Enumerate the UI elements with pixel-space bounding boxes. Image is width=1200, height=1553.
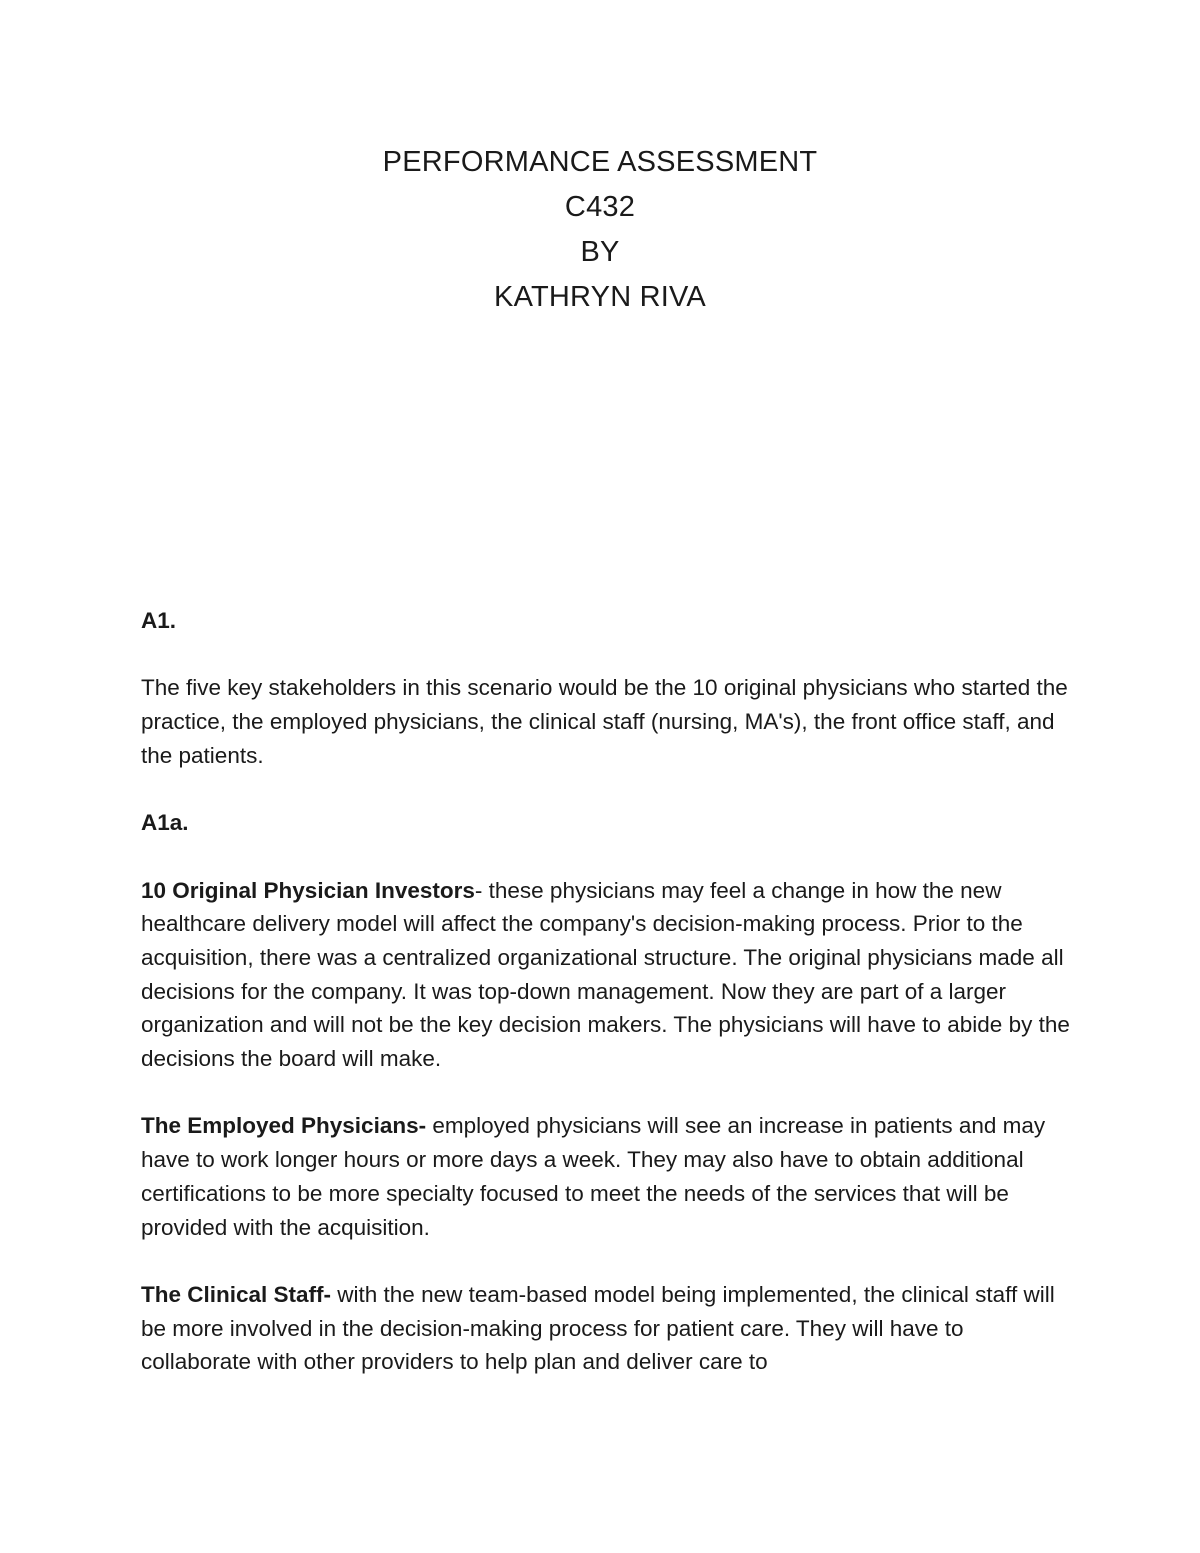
section-heading-a1a: A1a. [141, 810, 189, 836]
title-line-author: KATHRYN RIVA [494, 281, 706, 313]
paragraph-employed-physicians [141, 1109, 1071, 1244]
paragraph-lead-clinical-staff: The Clinical Staff- [141, 1281, 332, 1307]
paragraph-clinical-staff [141, 1278, 1071, 1379]
paragraph-text-clinical-staff: with the new team-based model being implemented, the clinical staff will be more involved in the decision-making process for patient care. They will have to collaborate with other providers to help plan and deliver care to [141, 1281, 1055, 1375]
paragraph-original-physicians [141, 874, 1071, 1076]
section-heading-a1: A1. [141, 608, 177, 633]
document-body [141, 604, 1071, 1413]
title-line-by: BY [580, 236, 620, 268]
title-block [0, 140, 1200, 320]
paragraph-stakeholders: The five key stakeholders in this scenario would be the 10 original physicians who started the practice, the employed physicians, the clinical staff (nursing, MA's), the front office staff, and the patients. [141, 675, 1068, 768]
title-line-assessment: PERFORMANCE ASSESSMENT [382, 146, 818, 178]
paragraph-lead-employed-physicians: The Employed Physicians- [141, 1113, 427, 1139]
paragraph-text-original-physicians: - these physicians may feel a change in how the new healthcare delivery model will affect the company's decision-making process. Prior to the acquisition, there was a centralized organizational structure. The original physicians made all decisions for the company. It was top-down management. Now they are part of a larger organization and will not be the key decision makers. The physicians will have to abide by the decisions the board will make. [141, 877, 1070, 1072]
paragraph-lead-original-physicians: 10 Original Physician Investors [141, 877, 475, 903]
title-line-course-code: C432 [564, 191, 636, 223]
paragraph-text-employed-physicians: employed physicians will see an increase in patients and may have to work longer hours or more days a week. They may also have to obtain additional certifications to be more specialty focused to meet the needs of the services that will be provided with the acquisition. [141, 1113, 1046, 1240]
